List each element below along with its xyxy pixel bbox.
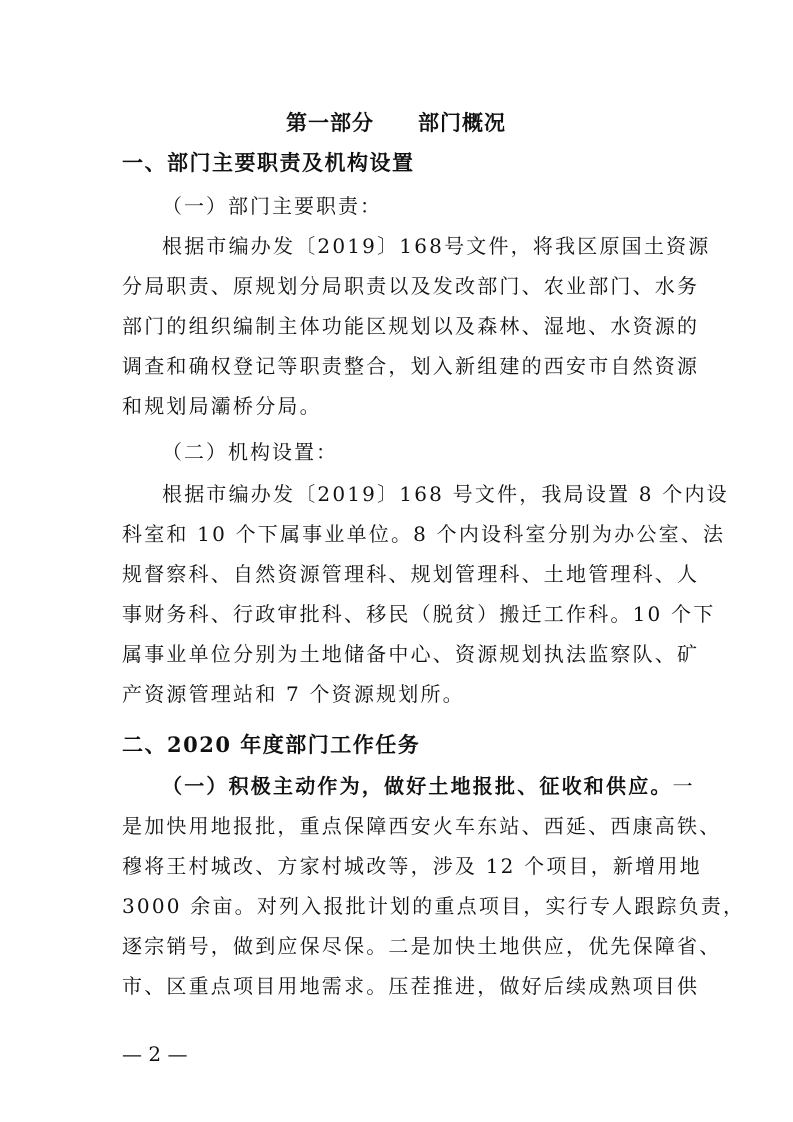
paragraph-line: 产资源管理站和 7 个资源规划所。 [122, 682, 465, 706]
paragraph-line: 属事业单位分别为土地储备中心、资源规划执法监察队、矿 [122, 642, 700, 666]
subsection-label-organization: （二）机构设置： [162, 440, 338, 464]
paragraph-line: 根据市编办发〔2019〕168号文件，将我区原国土资源 [162, 234, 711, 258]
paragraph-line: 根据市编办发〔2019〕168 号文件，我局设置 8 个内设 [162, 482, 729, 506]
paragraph-line: 分局职责、原规划分局职责以及发改部门、农业部门、水务 [122, 274, 700, 298]
paragraph-line: 规督察科、自然资源管理科、规划管理科、土地管理科、人 [122, 562, 700, 586]
page-number: — 2 — [122, 1042, 188, 1066]
subsection-label-duties: （一）部门主要职责： [162, 194, 382, 218]
paragraph-line: 逐宗销号，做到应保尽保。二是加快土地供应，优先保障省、 [122, 934, 722, 958]
paragraph-line: 市、区重点项目用地需求。压茬推进，做好后续成熟项目供 [122, 974, 700, 998]
section-heading-1: 一、部门主要职责及机构设置 [122, 150, 415, 175]
paragraph-lead-line [162, 772, 695, 800]
page-title: 第一部分 部门概况 [286, 110, 506, 135]
paragraph-lead-bold: （一）积极主动作为，做好土地报批、征收和供应。 [162, 774, 673, 798]
paragraph-line: 事财务科、行政审批科、移民（脱贫）搬迁工作科。10 个下 [122, 602, 716, 626]
paragraph-line: 是加快用地报批，重点保障西安火车东站、西延、西康高铁、 [122, 814, 722, 838]
paragraph-line: 调查和确权登记等职责整合，划入新组建的西安市自然资源 [122, 354, 700, 378]
paragraph-line: 3000 余亩。对列入报批计划的重点项目，实行专人跟踪负责， [122, 894, 746, 918]
paragraph-line: 科室和 10 个下属事业单位。8 个内设科室分别为办公室、法 [122, 522, 726, 546]
paragraph-line: 部门的组织编制主体功能区规划以及森林、湿地、水资源的 [122, 314, 700, 338]
paragraph-lead-rest: 一 [672, 774, 695, 798]
section-heading-2: 二、2020 年度部门工作任务 [122, 732, 421, 757]
paragraph-line: 和规划局灞桥分局。 [122, 394, 322, 418]
paragraph-line: 穆将王村城改、方家村城改等，涉及 12 个项目，新增用地 [122, 854, 702, 878]
